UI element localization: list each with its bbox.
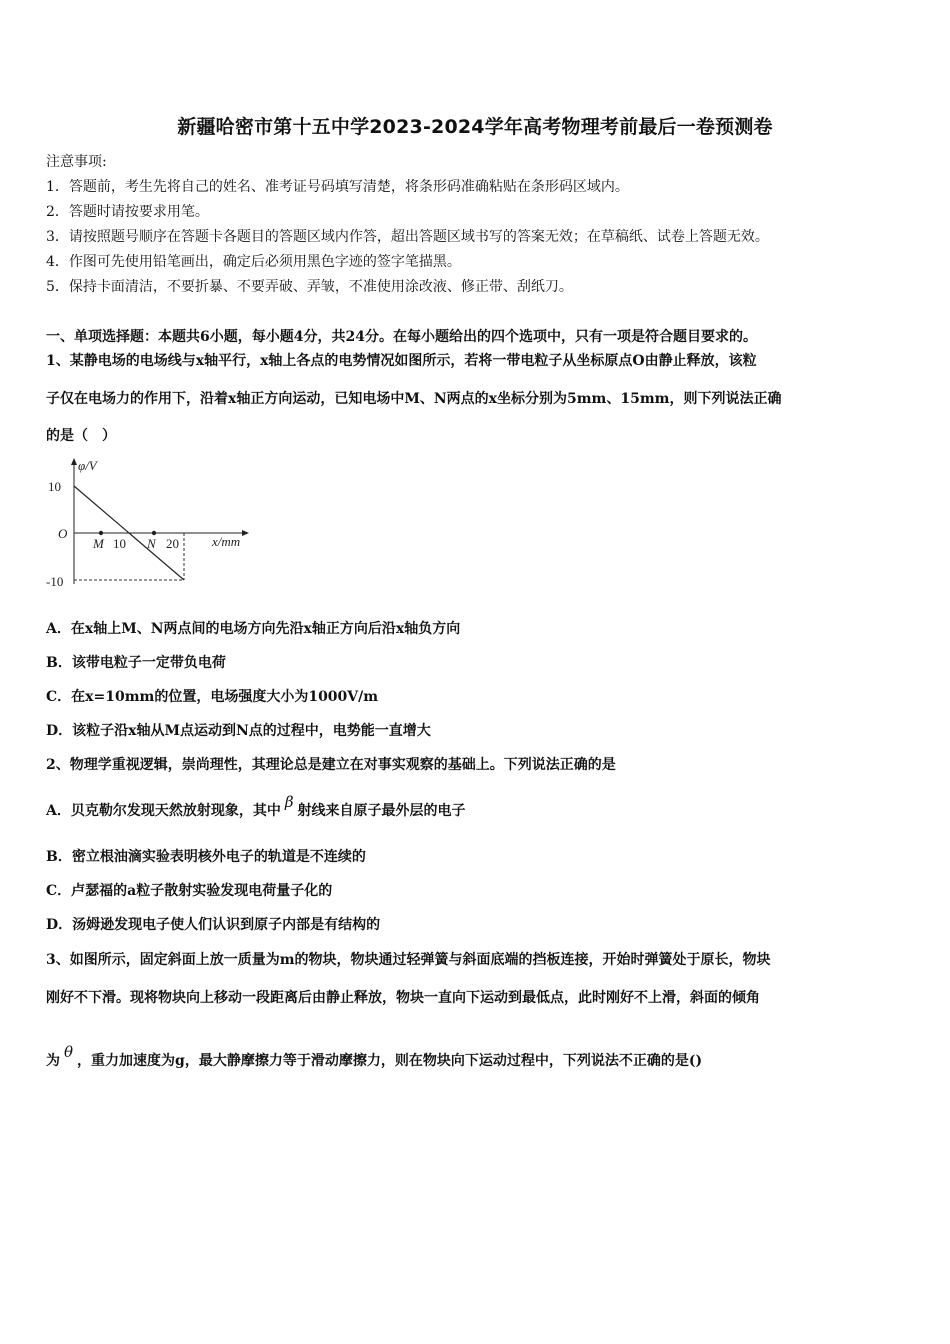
- point-n: [152, 531, 156, 535]
- y-tick-10: 10: [48, 479, 61, 494]
- q2-option-a: [46, 793, 466, 821]
- q1-stem-line-1: 1、某静电场的电场线与x轴平行，x轴上各点的电势情况如图所示，若将一带电粒子从坐标原点O由静止释放，该粒: [46, 353, 757, 369]
- q1-stem-line-3: 的是（ ）: [46, 428, 116, 444]
- note-item-4: 4．作图可先使用铅笔画出，确定后必须用黑色字迹的签字笔描黑。: [46, 254, 461, 270]
- q3-stem-line-3: [46, 1043, 703, 1071]
- q3-stem-line-2: 刚好不下滑。现将物块向上移动一段距离后由静止释放，物块一直向下运动到最低点，此时刚好不上滑，斜面的倾角: [46, 990, 760, 1006]
- q1-option-b: B．该带电粒子一定带负电荷: [46, 655, 226, 671]
- origin-label: O: [58, 526, 68, 541]
- q1-option-d: D．该粒子沿x轴从M点运动到N点的过程中，电势能一直增大: [46, 723, 431, 739]
- note-item-2: 2．答题时请按要求用笔。: [46, 204, 209, 220]
- n-label: N: [147, 536, 156, 551]
- x-axis-label: x/mm: [212, 534, 241, 549]
- q2-option-d: D．汤姆逊发现电子使人们认识到原子内部是有结构的: [46, 917, 381, 933]
- q1-option-c: C．在x=10mm的位置，电场强度大小为1000V/m: [46, 689, 379, 705]
- notes-heading: 注意事项:: [46, 154, 107, 170]
- q1-stem-line-2: 子仅在电场力的作用下，沿着x轴正方向运动，已知电场中M、N两点的x坐标分别为5mm、15mm，则下列说法正确: [46, 391, 782, 407]
- beta-symbol: β: [284, 793, 294, 811]
- potential-graph: [44, 456, 264, 588]
- x-tick-10: 10: [113, 536, 126, 551]
- q2-option-c: C．卢瑟福的a粒子散射实验发现电荷量子化的: [46, 883, 333, 899]
- q3-stem-line-1: 3、如图所示，固定斜面上放一质量为m的物块，物块通过轻弹簧与斜面底端的挡板连接，开始时弹簧处于原长，物块: [46, 952, 771, 968]
- q2-option-a-pre: A．贝克勒尔发现天然放射现象，其中: [46, 803, 281, 819]
- y-axis-label: φ/V: [78, 458, 97, 473]
- q2-option-a-post: 射线来自原子最外层的电子: [297, 803, 466, 819]
- x-tick-20: 20: [166, 536, 179, 551]
- theta-symbol: θ: [64, 1043, 74, 1061]
- q3-line3-post: ，重力加速度为g，最大静摩擦力等于滑动摩擦力，则在物块向下运动过程中，下列说法不正确的是(): [77, 1053, 703, 1069]
- section-heading: 一、单项选择题：本题共6小题，每小题4分，共24分。在每小题给出的四个选项中，只有一项是符合题目要求的。: [46, 329, 757, 345]
- q1-option-a: A．在x轴上M、N两点间的电场方向先沿x轴正方向后沿x轴负方向: [46, 621, 461, 637]
- m-label: M: [93, 536, 104, 551]
- q2-stem: 2、物理学重视逻辑，崇尚理性，其理论总是建立在对事实观察的基础上。下列说法正确的是: [46, 757, 616, 773]
- point-m: [99, 531, 103, 535]
- y-tick-neg10: -10: [46, 574, 64, 588]
- q3-line3-pre: 为: [46, 1053, 60, 1069]
- note-item-3: 3．请按照题号顺序在答题卡各题目的答题区域内作答，超出答题区域书写的答案无效；在草稿纸、试卷上答题无效。: [46, 229, 769, 245]
- page-title: 新疆哈密市第十五中学2023-2024学年高考物理考前最后一卷预测卷: [177, 116, 773, 138]
- note-item-5: 5．保持卡面清洁，不要折暴、不要弄破、弄皱，不准使用涂改液、修正带、刮纸刀。: [46, 279, 573, 295]
- note-item-1: 1．答题前，考生先将自己的姓名、准考证号码填写清楚，将条形码准确粘贴在条形码区域内。: [46, 179, 629, 195]
- q2-option-b: B．密立根油滴实验表明核外电子的轨道是不连续的: [46, 849, 366, 865]
